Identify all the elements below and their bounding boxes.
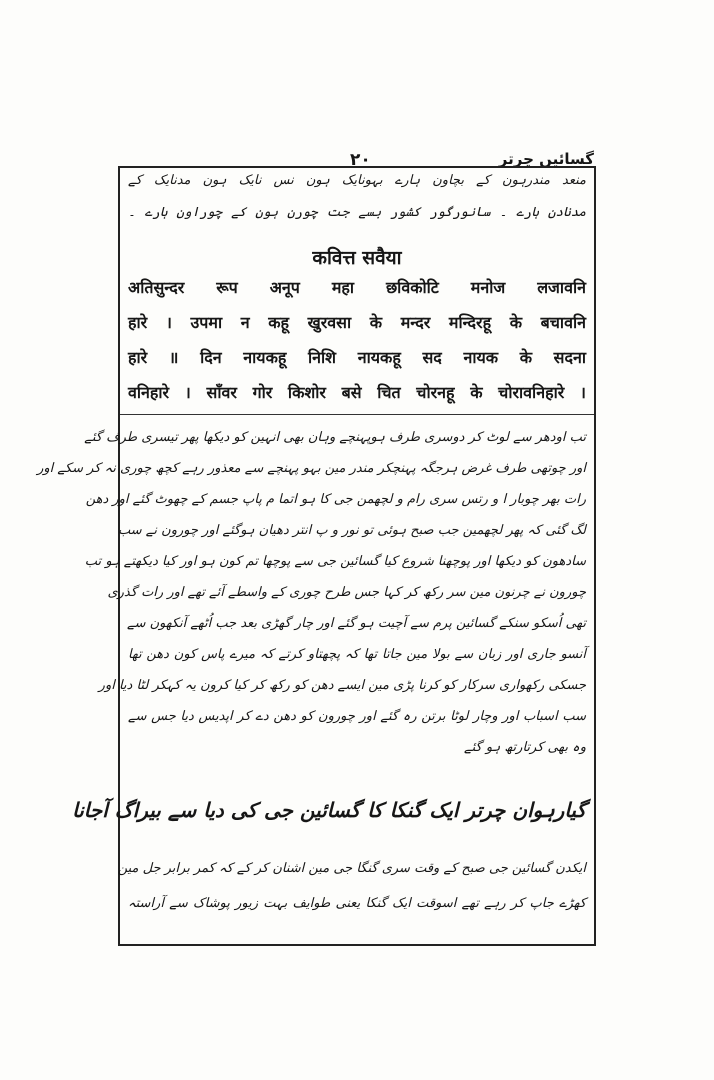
body-line: رات بھر چوبار ا و رتس سری رام و لچھمن جی کا ہو اتما م پاپ جسم کے چھوٹ گئے اور دھن [85,492,586,507]
body-line: وہ بھی کرتارتھ ہو گئے [464,740,586,755]
verse-heading: कवित्त सवैया [312,247,402,269]
closing-line: کھڑے جاپ کر رہے تھے اسوقت ایک گنکا یعنی طوایف بہت زیور پوشاک سے آراستہ [128,896,586,911]
top-line: مدنادن ہارے ۔ سانورگور کشور بسے جت چورن ہون کے چوراون ہارے ۔ [128,205,586,220]
text-frame [37,166,596,946]
body-line: جسکی رکھواری سرکار کو کرنا پڑی مین ایسے دھن کو رکھ کر کیا کرون یہ کہکر لٹا دیا اور [98,678,586,693]
body-line: سب اسباب اور وچار لوٹا برتن رہ گئے اور چورون کو دھن دے کر اپدیس دیا جس سے [128,709,586,724]
body-line: اور چوتھی طرف غرض ہرجگہ پہنچکر مندر مین بہو پہنچے سے معذور رہے کچھ چوری نہ کر سکے اور [37,461,586,476]
body-line: لگ گئی کہ پھر لچھمین جب صبح ہوئی تو نور و پ انتر دھیان ہوگئے اور چورون نے سب [118,523,586,538]
top-line: منعد مندرہون کے بچاون ہارے بہونایک ہون نس نایک ہون مدنایک کے [128,173,586,188]
verse-line: हारे ॥ दिन नायकहू निशि नायकहू सद नायक के सदना [128,348,586,367]
body-line: چورون نے چرنون مین سر رکھ کر کہا جس طرح چوری کے واسطے آئے تھے اور رات گذری [107,585,586,600]
body-line: سادھون کو دیکھا اور پوچھنا شروع کیا گسائین جی سے پوچھا تم کون ہو اور کیا دیکھتے ہو تب [84,554,586,569]
running-title: گسائیں چرتر [498,150,594,168]
body-line: آنسو جاری اور زبان سے بولا مین جاتا تھا کہ پچھتاو کرتے کہ میرے پاس کون دھن تھا [128,647,587,662]
body-line: تھی اُسکو سنکے گسائین پرم سے آچیت ہو گئے اور چار گھڑی بعد جب اُٹھے آنکھون سے [126,616,586,631]
chapter-heading: گیارہوان چرتر ایک گنکا کا گسائین جی کی دیا سے بیراگ آجانا [72,798,586,822]
section-divider [120,414,594,415]
page-number: ۲۰ [350,150,371,170]
verse-line: अतिसुन्दर रूप अनूप महा छविकोटि मनोज लजावनि [128,278,586,297]
verse-line: हारे । उपमा न कहू खुरवसा के मन्दर मन्दिरहू के बचावनि [128,313,586,332]
verse-line: वनिहारे । साँवर गोर किशोर बसे चित चोरनहू के चोरावनिहारे । [128,383,586,402]
closing-line: ایکدن گسائین جی صبح کے وقت سری گنگا جی مین اشنان کر کے کہ کمر برابر جل مین [117,861,586,876]
body-line: تب اودھر سے لوٹ کر دوسری طرف ہوپہنچے وہان بھی انہین کو دیکھا پھر تیسری طرف گئے [84,430,586,445]
